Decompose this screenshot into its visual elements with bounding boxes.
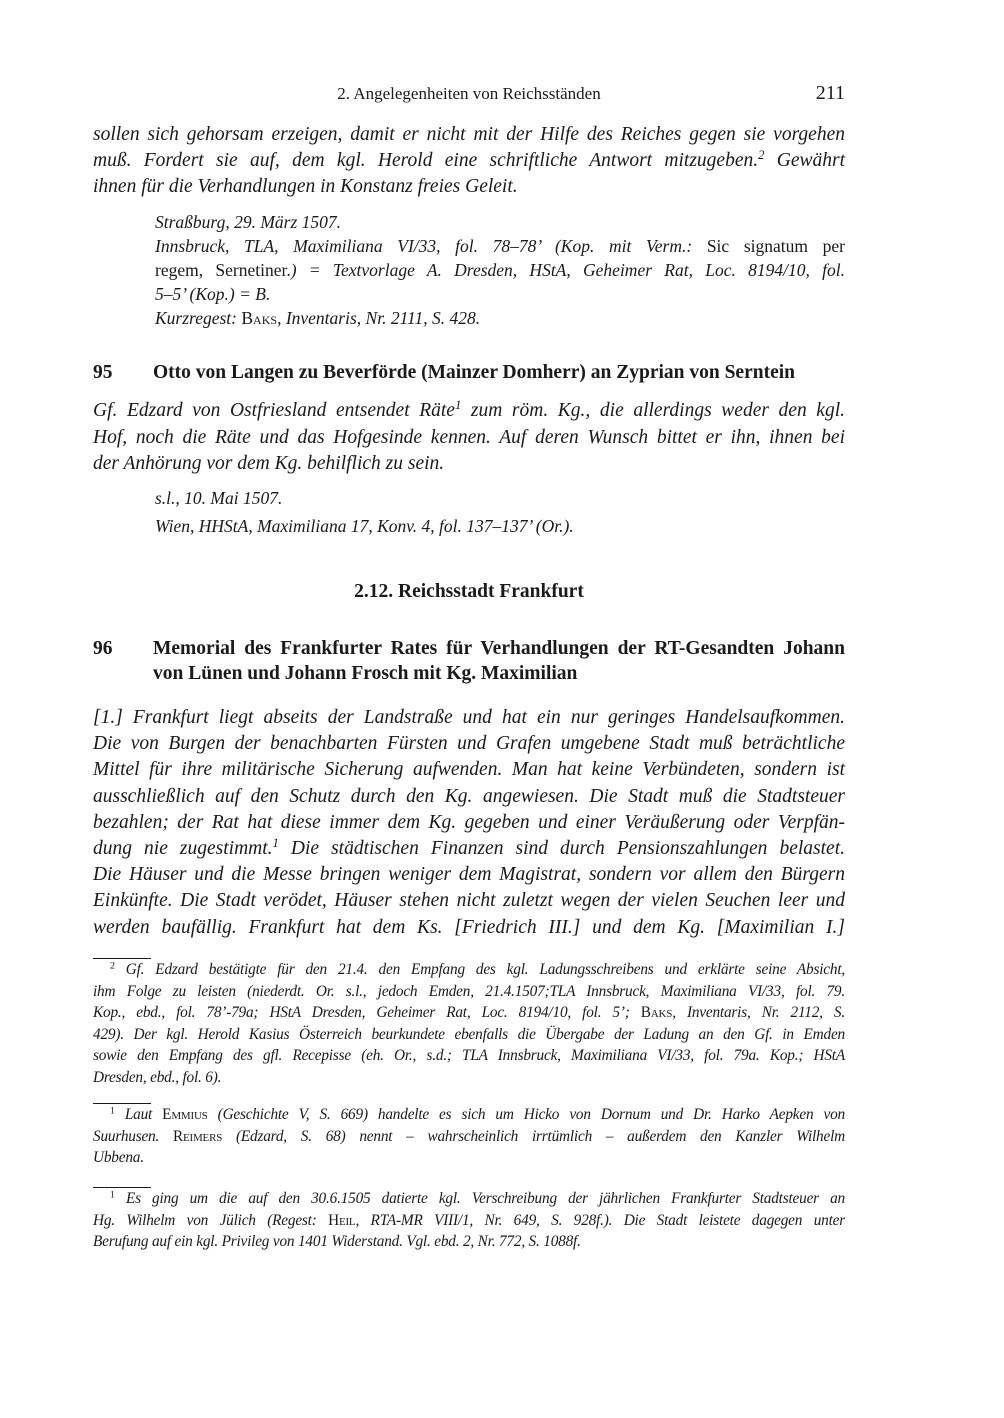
text-segment: Kop., ebd., fol. 78’-79a; HStA Dresden, Geheimer Rat, Loc. 8194/10, fol. 5’; xyxy=(93,1004,641,1022)
document-number: 95 xyxy=(93,362,113,383)
text-segment: , Inventaris, Nr. 2111, S. 428. xyxy=(277,308,481,328)
text-segment: zum röm. Kg., die allerdings weder den kgl. xyxy=(461,400,845,421)
author-name: Baks xyxy=(241,308,278,328)
text-segment: muß. Fordert sie auf, dem kgl. Herold eine schriftliche Antwort mitzugeben. xyxy=(93,150,759,172)
text-segment: Dresden, ebd., fol. 6). xyxy=(93,1068,222,1086)
regest-text-95 xyxy=(93,398,845,478)
document-number: 96 xyxy=(93,638,113,659)
text-segment: Gf. Edzard von Ostfriesland entsendet Räte xyxy=(93,400,455,421)
text-line xyxy=(93,915,845,941)
footnote-marker: 1 xyxy=(272,836,279,851)
text-line xyxy=(93,122,845,148)
text-line xyxy=(93,174,845,200)
document-heading-95 xyxy=(93,360,845,385)
text-line xyxy=(93,451,845,478)
text-line xyxy=(155,234,845,258)
text-segment: dung nie zugestimmt. xyxy=(93,838,273,860)
footnote-1-doc96 xyxy=(93,1188,845,1253)
text-segment: ausschließlich auf den Schutz durch den Kg. angewiesen. Die Stadt muß die Stadtsteuer xyxy=(93,785,845,807)
text-segment: ihnen für die Verhandlungen in Konstanz freies Geleit. xyxy=(93,176,518,198)
text-segment: Kurzregest: xyxy=(155,308,242,328)
document-heading-96 xyxy=(93,636,845,686)
text-line xyxy=(155,306,845,330)
text-line xyxy=(93,1002,845,1024)
text-segment: 429). Der kgl. Herold Kasius Österreich beurkundete ebenfalls die Übergabe der Ladung an den Gf. in Emden xyxy=(93,1025,845,1043)
text-segment: (Edzard, S. 68) nennt – wahrscheinlich irrtümlich – außerdem den Kanzler Wilhelm xyxy=(222,1127,845,1145)
text-segment: der Anhörung vor dem Kg. behilflich zu sein. xyxy=(93,453,445,475)
text-segment: , RTA-MR VIII/1, Nr. 649, S. 928f.). Die Stadt leistete dagegen unter xyxy=(355,1211,845,1229)
text-segment: Wien, HHStA, Maximiliana 17, Konv. 4, fol. 137–137’ (Or.). xyxy=(155,516,574,536)
text-segment: regem, Sernetiner. xyxy=(155,260,291,280)
text-line xyxy=(155,484,845,512)
text-segment: Suurhusen. xyxy=(93,1127,173,1145)
text-segment: Einkünfte. Die Stadt verödet, Häuser stehen nicht zuletzt wegen der vielen Seuchen leer und xyxy=(93,890,845,912)
regest-text-96 xyxy=(93,705,845,941)
text-line xyxy=(93,862,845,888)
text-segment: [1.] Frankfurt liegt abseits der Landstraße und hat ein nur geringes Handelsaufkommen. xyxy=(93,707,845,728)
text-line xyxy=(93,1104,845,1126)
text-line xyxy=(93,981,845,1003)
text-segment: Hg. Wilhelm von Jülich (Regest: xyxy=(93,1211,329,1229)
footnote-marker: 1 xyxy=(454,398,462,413)
author-name: Baks xyxy=(640,1004,673,1022)
title-line: von Lünen und Johann Frosch mit Kg. Maximilian xyxy=(153,663,578,684)
text-line xyxy=(93,425,845,452)
text-line xyxy=(93,1147,845,1169)
running-head xyxy=(93,82,845,108)
text-line xyxy=(93,731,845,757)
running-head-title: 2. Angelegenheiten von Reichsständen xyxy=(337,84,601,103)
regest-text-94-end xyxy=(93,122,845,201)
footnote-marker: 2 xyxy=(110,960,115,972)
text-segment: Sic signatum per xyxy=(692,236,845,256)
text-segment: (Geschichte V, S. 669) handelte es sich um Hicko von Dornum und Dr. Harko Aepken von xyxy=(207,1106,845,1123)
text-line xyxy=(93,836,845,862)
text-segment: Ubbena. xyxy=(93,1149,144,1167)
text-segment: Berufung auf ein kgl. Privileg von 1401 Widerstand. Vgl. ebd. 2, Nr. 772, S. 1088f. xyxy=(93,1233,581,1251)
author-name: Heil xyxy=(328,1211,356,1229)
text-line xyxy=(93,784,845,810)
footnote-2 xyxy=(93,959,845,1089)
text-segment: Gewährt xyxy=(764,150,846,172)
author-name: Reimers xyxy=(172,1127,223,1145)
text-line xyxy=(93,888,845,914)
section-heading: 2.12. Reichsstadt Frankfurt xyxy=(354,581,584,602)
text-line xyxy=(155,282,845,306)
text-segment: ihm Folge zu leisten (niederdt. Or. s.l., jedoch Emden, 21.4.1507;TLA Innsbruck, Maximiliana VI/33, fol. 79. xyxy=(93,982,845,1000)
text-line xyxy=(155,210,845,234)
document-title xyxy=(153,636,845,686)
text-line xyxy=(93,1067,845,1089)
text-segment: , Inventaris, Nr. 2112, S. xyxy=(672,1004,845,1022)
source-notes-95 xyxy=(155,484,845,540)
footnote-marker: 1 xyxy=(110,1189,115,1201)
text-line xyxy=(155,512,845,540)
text-line xyxy=(93,757,845,783)
text-line xyxy=(93,1210,845,1232)
text-line xyxy=(93,705,845,731)
footnote-marker: 1 xyxy=(110,1105,115,1117)
text-segment: bezahlen; der Rat hat diese immer dem Kg. gegeben und einer Veräußerung oder Verpfän- xyxy=(93,811,845,833)
footnote-marker: 2 xyxy=(758,148,765,163)
text-segment: Straßburg, 29. März 1507. xyxy=(155,212,342,232)
text-line xyxy=(93,1126,845,1148)
text-segment: Innsbruck, TLA, Maximiliana VI/33, fol. 78–78’ (Kop. mit Verm.: xyxy=(155,236,693,256)
document-title: Otto von Langen zu Beverförde (Mainzer Domherr) an Zyprian von Serntein xyxy=(153,362,795,383)
text-segment: werden baufällig. Frankfurt hat dem Ks. [Friedrich III.] und dem Kg. [Maximilian I.] xyxy=(93,916,845,938)
text-segment: Die von Burgen der benachbarten Fürsten und Grafen umgebene Stadt muß beträchtliche xyxy=(93,733,845,755)
text-segment: Gf. Edzard bestätigte für den 21.4. den Empfang des kgl. Ladungsschreibens und erklärte seine Absicht, xyxy=(114,961,845,978)
text-segment: Die Häuser und die Messe bringen weniger dem Magistrat, sondern vor allem den Bürgern xyxy=(93,864,845,886)
footnote-1-doc95 xyxy=(93,1104,845,1169)
text-segment: Hof, noch die Räte und das Hofgesinde kennen. Auf deren Wunsch bittet er ihn, ihnen bei xyxy=(93,426,845,448)
text-segment: Es ging um die auf den 30.6.1505 datierte kgl. Verschreibung der jährlichen Frankfurter Stadtsteuer an xyxy=(114,1190,845,1207)
text-line xyxy=(93,1231,845,1253)
text-segment: sowie den Empfang des gfl. Recepisse (eh. Or., s.d.; TLA Innsbruck, Maximiliana VI/33, fol. 79a. Kop.; HStA xyxy=(93,1047,845,1065)
page-number: 211 xyxy=(815,82,845,104)
text-segment: 5–5’ (Kop.) = B. xyxy=(155,284,271,304)
text-line xyxy=(93,1024,845,1046)
text-line xyxy=(93,1188,845,1210)
text-segment: Laut xyxy=(114,1106,163,1123)
text-segment: Mittel für ihre militärische Sicherung aufwenden. Man hat keine Verbündeten, sondern ist xyxy=(93,759,845,781)
text-line xyxy=(93,1045,845,1067)
text-line xyxy=(93,148,845,174)
text-segment: s.l., 10. Mai 1507. xyxy=(155,488,283,508)
text-line xyxy=(93,810,845,836)
text-segment: sollen sich gehorsam erzeigen, damit er nicht mit der Hilfe des Reiches gegen sie vorgehen xyxy=(93,124,845,145)
text-line xyxy=(93,398,845,425)
source-notes-94 xyxy=(155,210,845,330)
text-segment: ) = Textvorlage A. Dresden, HStA, Geheimer Rat, Loc. 8194/10, fol. xyxy=(290,260,845,280)
author-name: Emmius xyxy=(162,1106,208,1123)
text-line xyxy=(93,959,845,981)
text-line xyxy=(155,258,845,282)
title-line: Memorial des Frankfurter Rates für Verhandlungen der RT-Gesandten Johann xyxy=(153,638,845,659)
text-segment: Die städtischen Finanzen sind durch Pensionszahlungen belastet. xyxy=(278,838,845,860)
